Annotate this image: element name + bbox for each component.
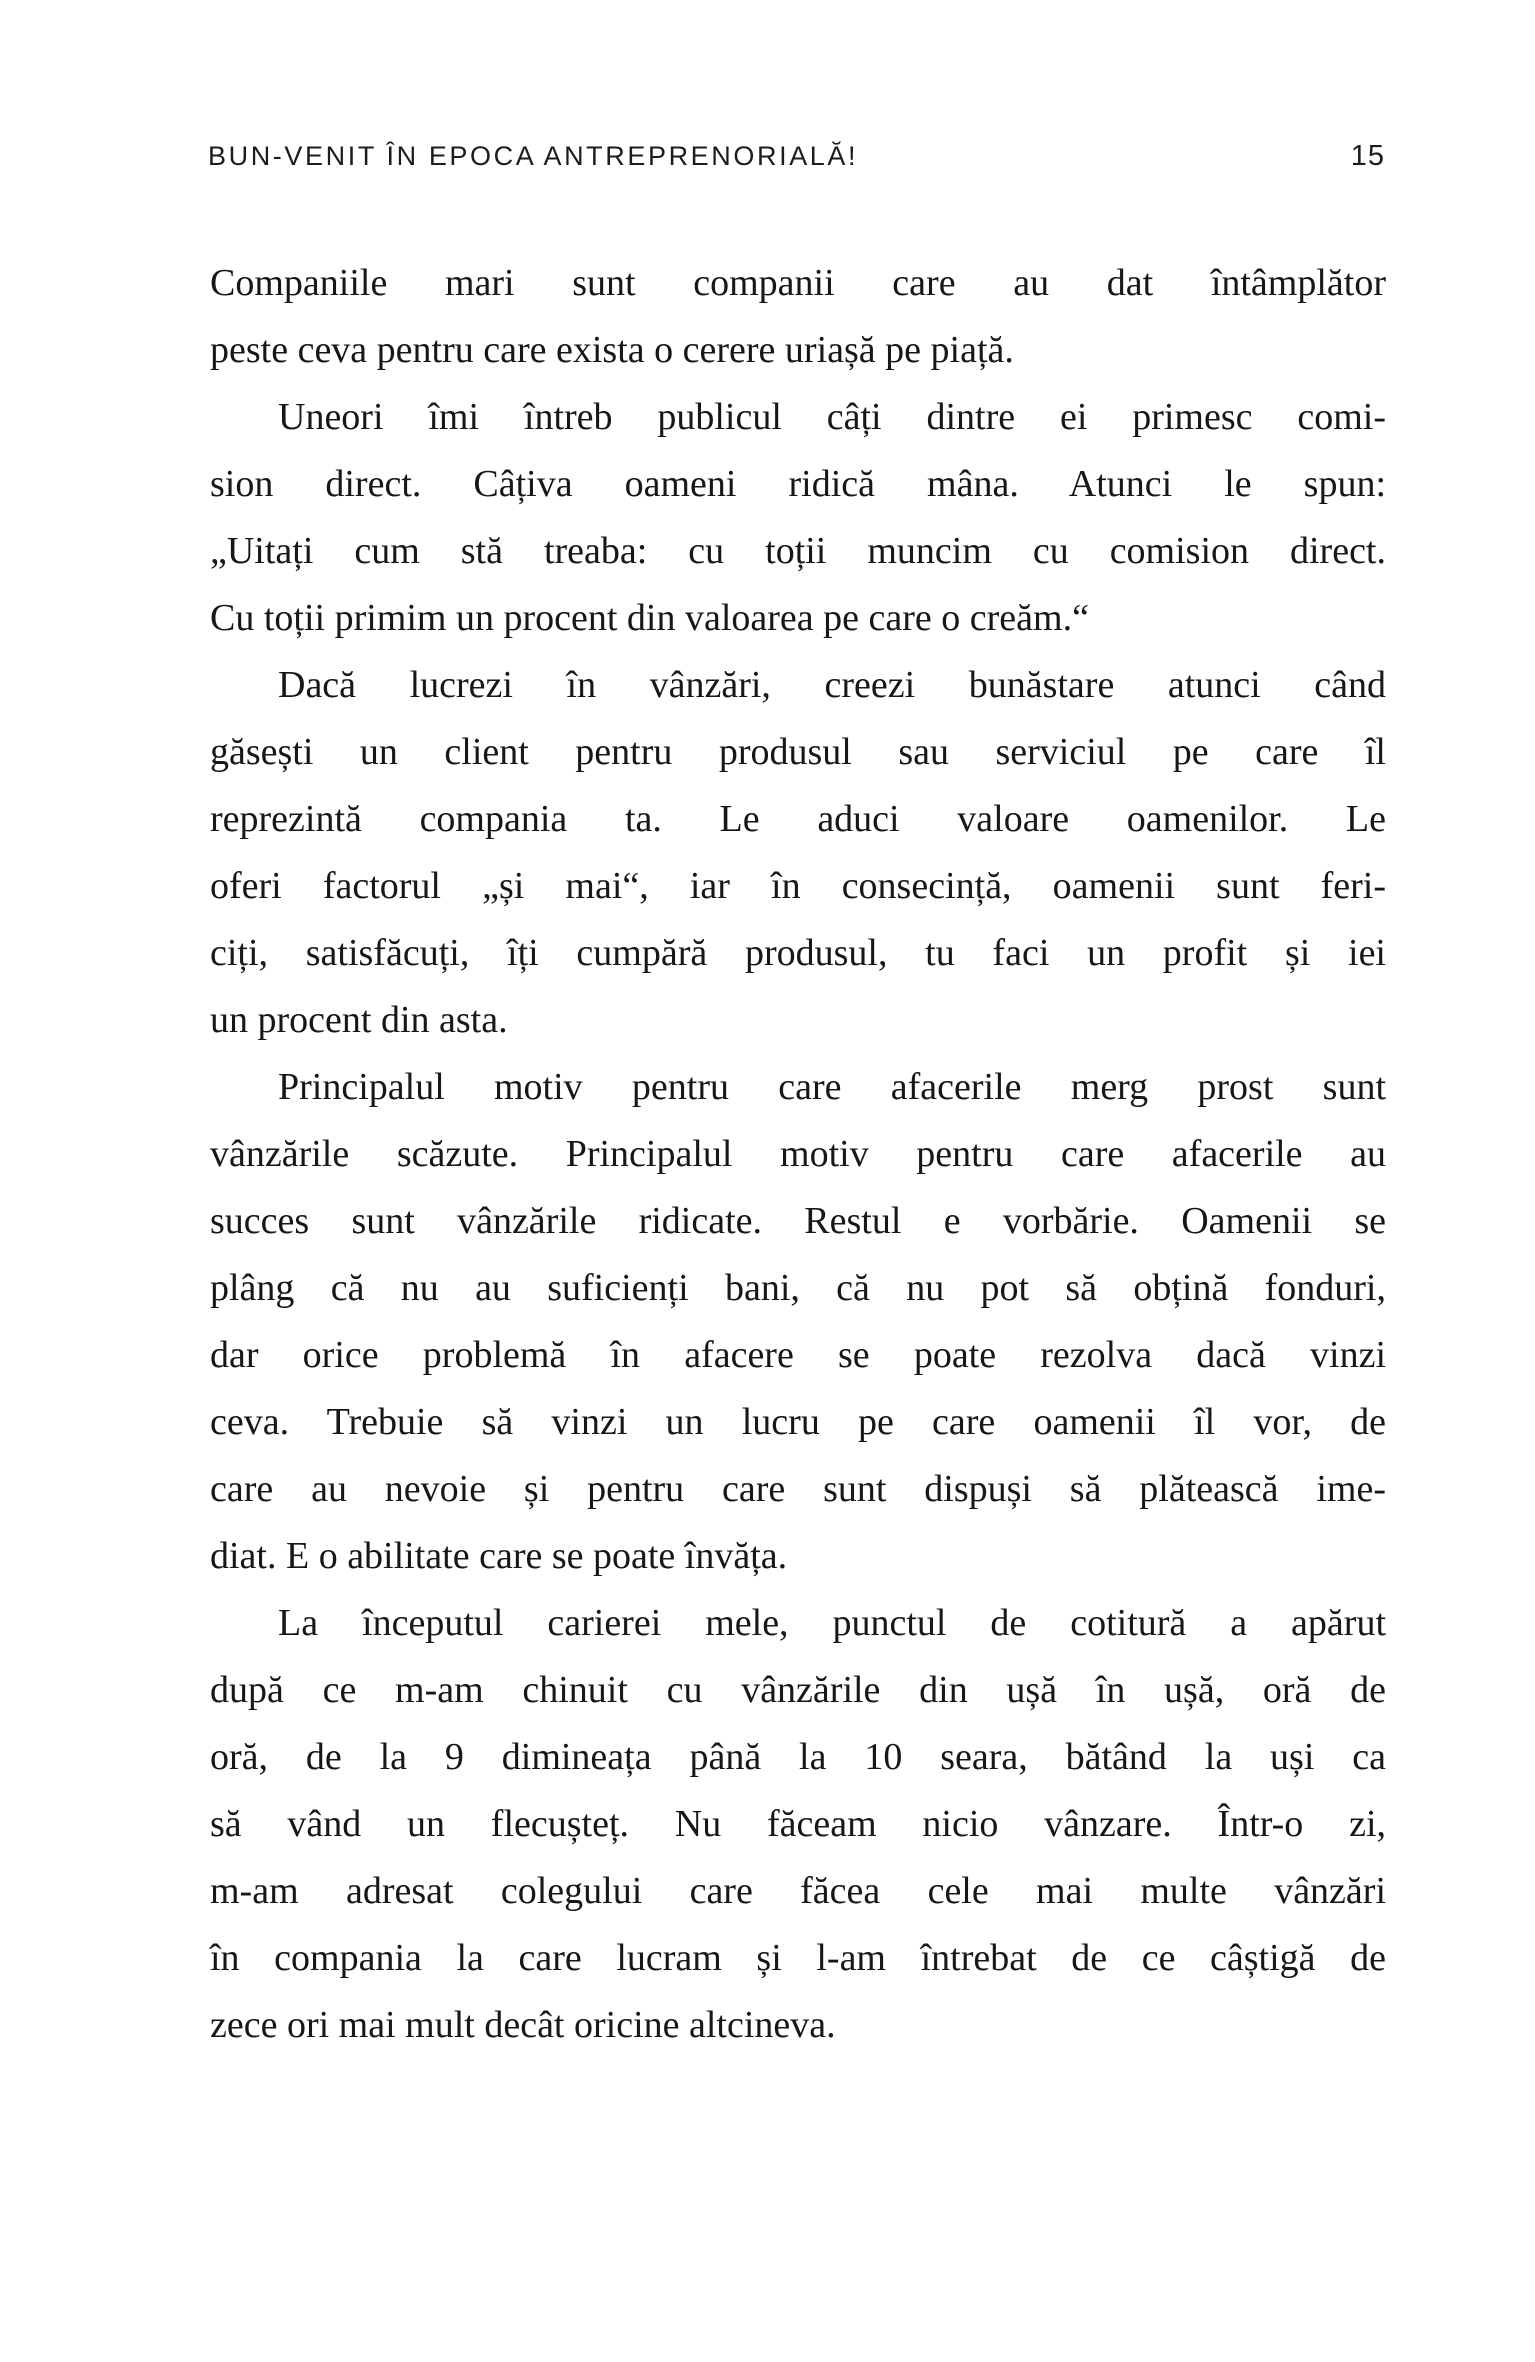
text-line: oferi factorul „și mai“, iar în consecință, oamenii sunt feri- [210, 865, 1386, 907]
text-line: care au nevoie și pentru care sunt dispuși să plătească ime- [210, 1468, 1386, 1510]
text-line: găsești un client pentru produsul sau serviciul pe care îl [210, 731, 1386, 773]
text-line: succes sunt vânzările ridicate. Restul e vorbărie. Oamenii se [210, 1200, 1386, 1242]
text-line: Companiile mari sunt companii care au dat întâmplător [210, 262, 1386, 304]
text-line: după ce m-am chinuit cu vânzările din ușă în ușă, oră de [210, 1669, 1386, 1711]
text-line: sion direct. Câțiva oameni ridică mâna. Atunci le spun: [210, 463, 1386, 505]
text-line: „Uitați cum stă treaba: cu toții muncim cu comision direct. [210, 530, 1386, 572]
text-line: un procent din asta. [210, 999, 508, 1041]
paragraph [210, 1054, 1386, 1590]
page-header [208, 140, 1385, 173]
text-line: în compania la care lucram și l-am întrebat de ce câștigă de [210, 1937, 1386, 1979]
text-line: reprezintă compania ta. Le aduci valoare oamenilor. Le [210, 798, 1386, 840]
text-line: Uneori îmi întreb publicul câți dintre ei primesc comi- [278, 396, 1386, 438]
page-number: 15 [1350, 140, 1385, 172]
text-line: ciți, satisfăcuți, îți cumpără produsul, tu faci un profit și iei [210, 932, 1386, 974]
text-line: vânzările scăzute. Principalul motiv pentru care afacerile au [210, 1133, 1386, 1175]
text-line: peste ceva pentru care exista o cerere uriașă pe piață. [210, 329, 1014, 371]
paragraph [210, 652, 1386, 1054]
paragraph [210, 384, 1386, 652]
text-line: m-am adresat colegului care făcea cele mai multe vânzări [210, 1870, 1386, 1912]
paragraph [210, 250, 1386, 384]
text-line: Dacă lucrezi în vânzări, creezi bunăstare atunci când [278, 664, 1386, 706]
running-title: BUN-VENIT ÎN EPOCA ANTREPRENORIALĂ! [208, 141, 859, 171]
paragraph [210, 1590, 1386, 2059]
text-line: Principalul motiv pentru care afacerile merg prost sunt [278, 1066, 1386, 1108]
text-line: diat. E o abilitate care se poate învăța. [210, 1535, 788, 1577]
text-line: dar orice problemă în afacere se poate rezolva dacă vinzi [210, 1334, 1386, 1376]
text-line: să vând un flecușteț. Nu făceam nicio vânzare. Într-o zi, [210, 1803, 1386, 1845]
text-line: ceva. Trebuie să vinzi un lucru pe care oamenii îl vor, de [210, 1401, 1386, 1443]
text-line: zece ori mai mult decât oricine altcineva. [210, 2004, 836, 2046]
body-text [210, 250, 1386, 2059]
text-line: oră, de la 9 dimineața până la 10 seara, bătând la uși ca [210, 1736, 1386, 1778]
text-line: La începutul carierei mele, punctul de cotitură a apărut [278, 1602, 1386, 1644]
text-line: plâng că nu au suficienți bani, că nu pot să obțină fonduri, [210, 1267, 1386, 1309]
text-line: Cu toții primim un procent din valoarea pe care o creăm.“ [210, 597, 1089, 639]
